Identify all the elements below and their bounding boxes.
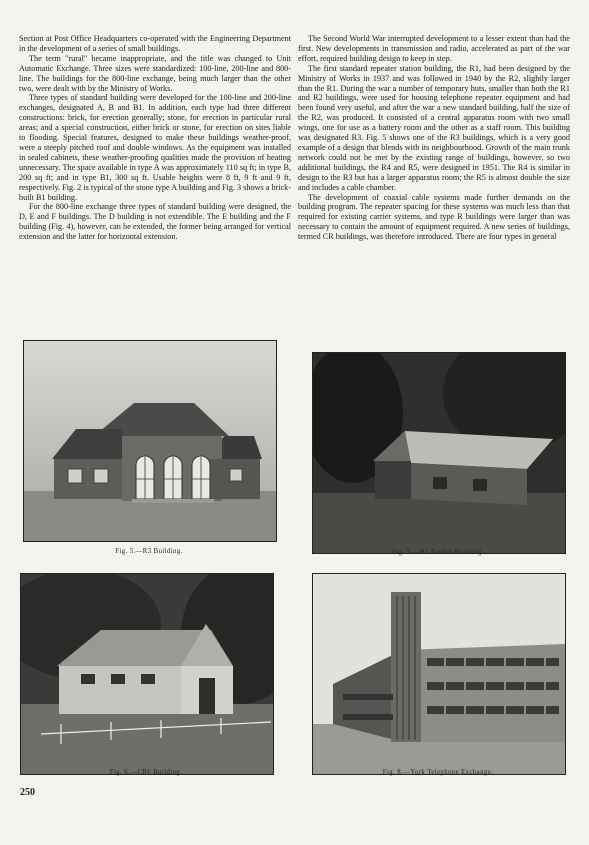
paragraph: For the 800-line exchange three types of standard building were designed, the D, E and F buildings. The D building is not extendible. The E building and the F building (Fig. 4), however, can be extended, the former being arranged for vertical extension and the latter for horizontal extension. (19, 202, 291, 242)
paragraph: The Second World War interrupted development to a lesser extent than had the first. New developments in transmission and radio, accelerated as part of the war effort, required building design to keep in step. (298, 34, 570, 63)
figure-caption: Fig. 8.—York Telephone Exchange. (382, 769, 494, 776)
figure-caption: Fig. 6.—CR6 Building. (109, 769, 183, 776)
page-number: 250 (20, 787, 35, 798)
figure-r3-building-photo (23, 340, 277, 542)
paragraph: The development of coaxial cable systems made further demands on the building program. The repeater spacing for these systems was much less than that required for existing carrier systems, and type R buildings were larger than was necessary to contain the amount of equipment required. A new series of buildings, termed CR buildings, was therefore introduced. There are four types in general (298, 192, 570, 242)
paragraph: The first standard repeater station building, the R1, had been designed by the Ministry of Works in 1937 and was followed in 1940 by the R2, slightly larger than the R1. During the war a number of temporary huts, smaller than both the R1 and R2 buildings, were used for housing telephone repeater equipment and had been found very useful, and after the war a new standard building, half the size of the R2, was produced. It consisted of a central apparatus room with two small wings, one for use as a battery room and the other as a staff room. This building was designated R3. Fig. 5 shows one of the R3 buildings, which is a very good example of a design that blends with its neighbourhood. Growth of the main trunk network could not be met by the existing range of buildings, however, so two additional buildings, the R4 and R5, were designed in 1951. The R4 is similar in design to the R3 but has a larger apparatus room; the R5 is almost double the size and includes a cable chamber. (298, 63, 570, 192)
figure-cr6-building-photo (20, 573, 274, 775)
right-text-column (298, 34, 570, 242)
paragraph: Three types of standard building were developed for the 100-line and 200-line exchanges, designated A, B and B1. In addition, each type had three different constructions: brick, for erection generally; stone, for erection in particular rural areas; and a special construction, either brick or stone, for erection on sites liable to flooding. Special features, designed to make these buildings weather-proof, were a steeply pitched roof and double windows. As the equipment was installed in sealed cabinets, these weather-proofing qualities made the provision of heating unnecessary. The space available in type A was approximately 110 sq ft; in type B, 200 sq ft; and in type B1, 300 sq ft. Usable heights were 8 ft, 9 ft and 9 ft, respectively. Fig. 2 is typical of the stone type A building and Fig. 3 shows a brick-built B1 building. (19, 93, 291, 202)
left-text-column (19, 34, 291, 242)
paragraph: Section at Post Office Headquarters co-operated with the Engineering Department in the development of a series of small buildings. (19, 34, 291, 53)
figure-b1-timber-building-photo (312, 352, 566, 554)
figure-york-telephone-exchange-photo (312, 573, 566, 775)
paragraph: The term "rural" became inappropriate, and the title was changed to Unit Automatic Exchange. Three sizes were standardized: 100-line, 200-line and 800-line. The buildings for the 800-line exchange, being much larger than the other two, were dealt with by the Ministry of Works. (19, 53, 291, 93)
figure-caption: Fig. 5.—R3 Building. (115, 548, 183, 555)
figure-caption: Fig. 7.—B1 Timber Building. (392, 549, 484, 556)
